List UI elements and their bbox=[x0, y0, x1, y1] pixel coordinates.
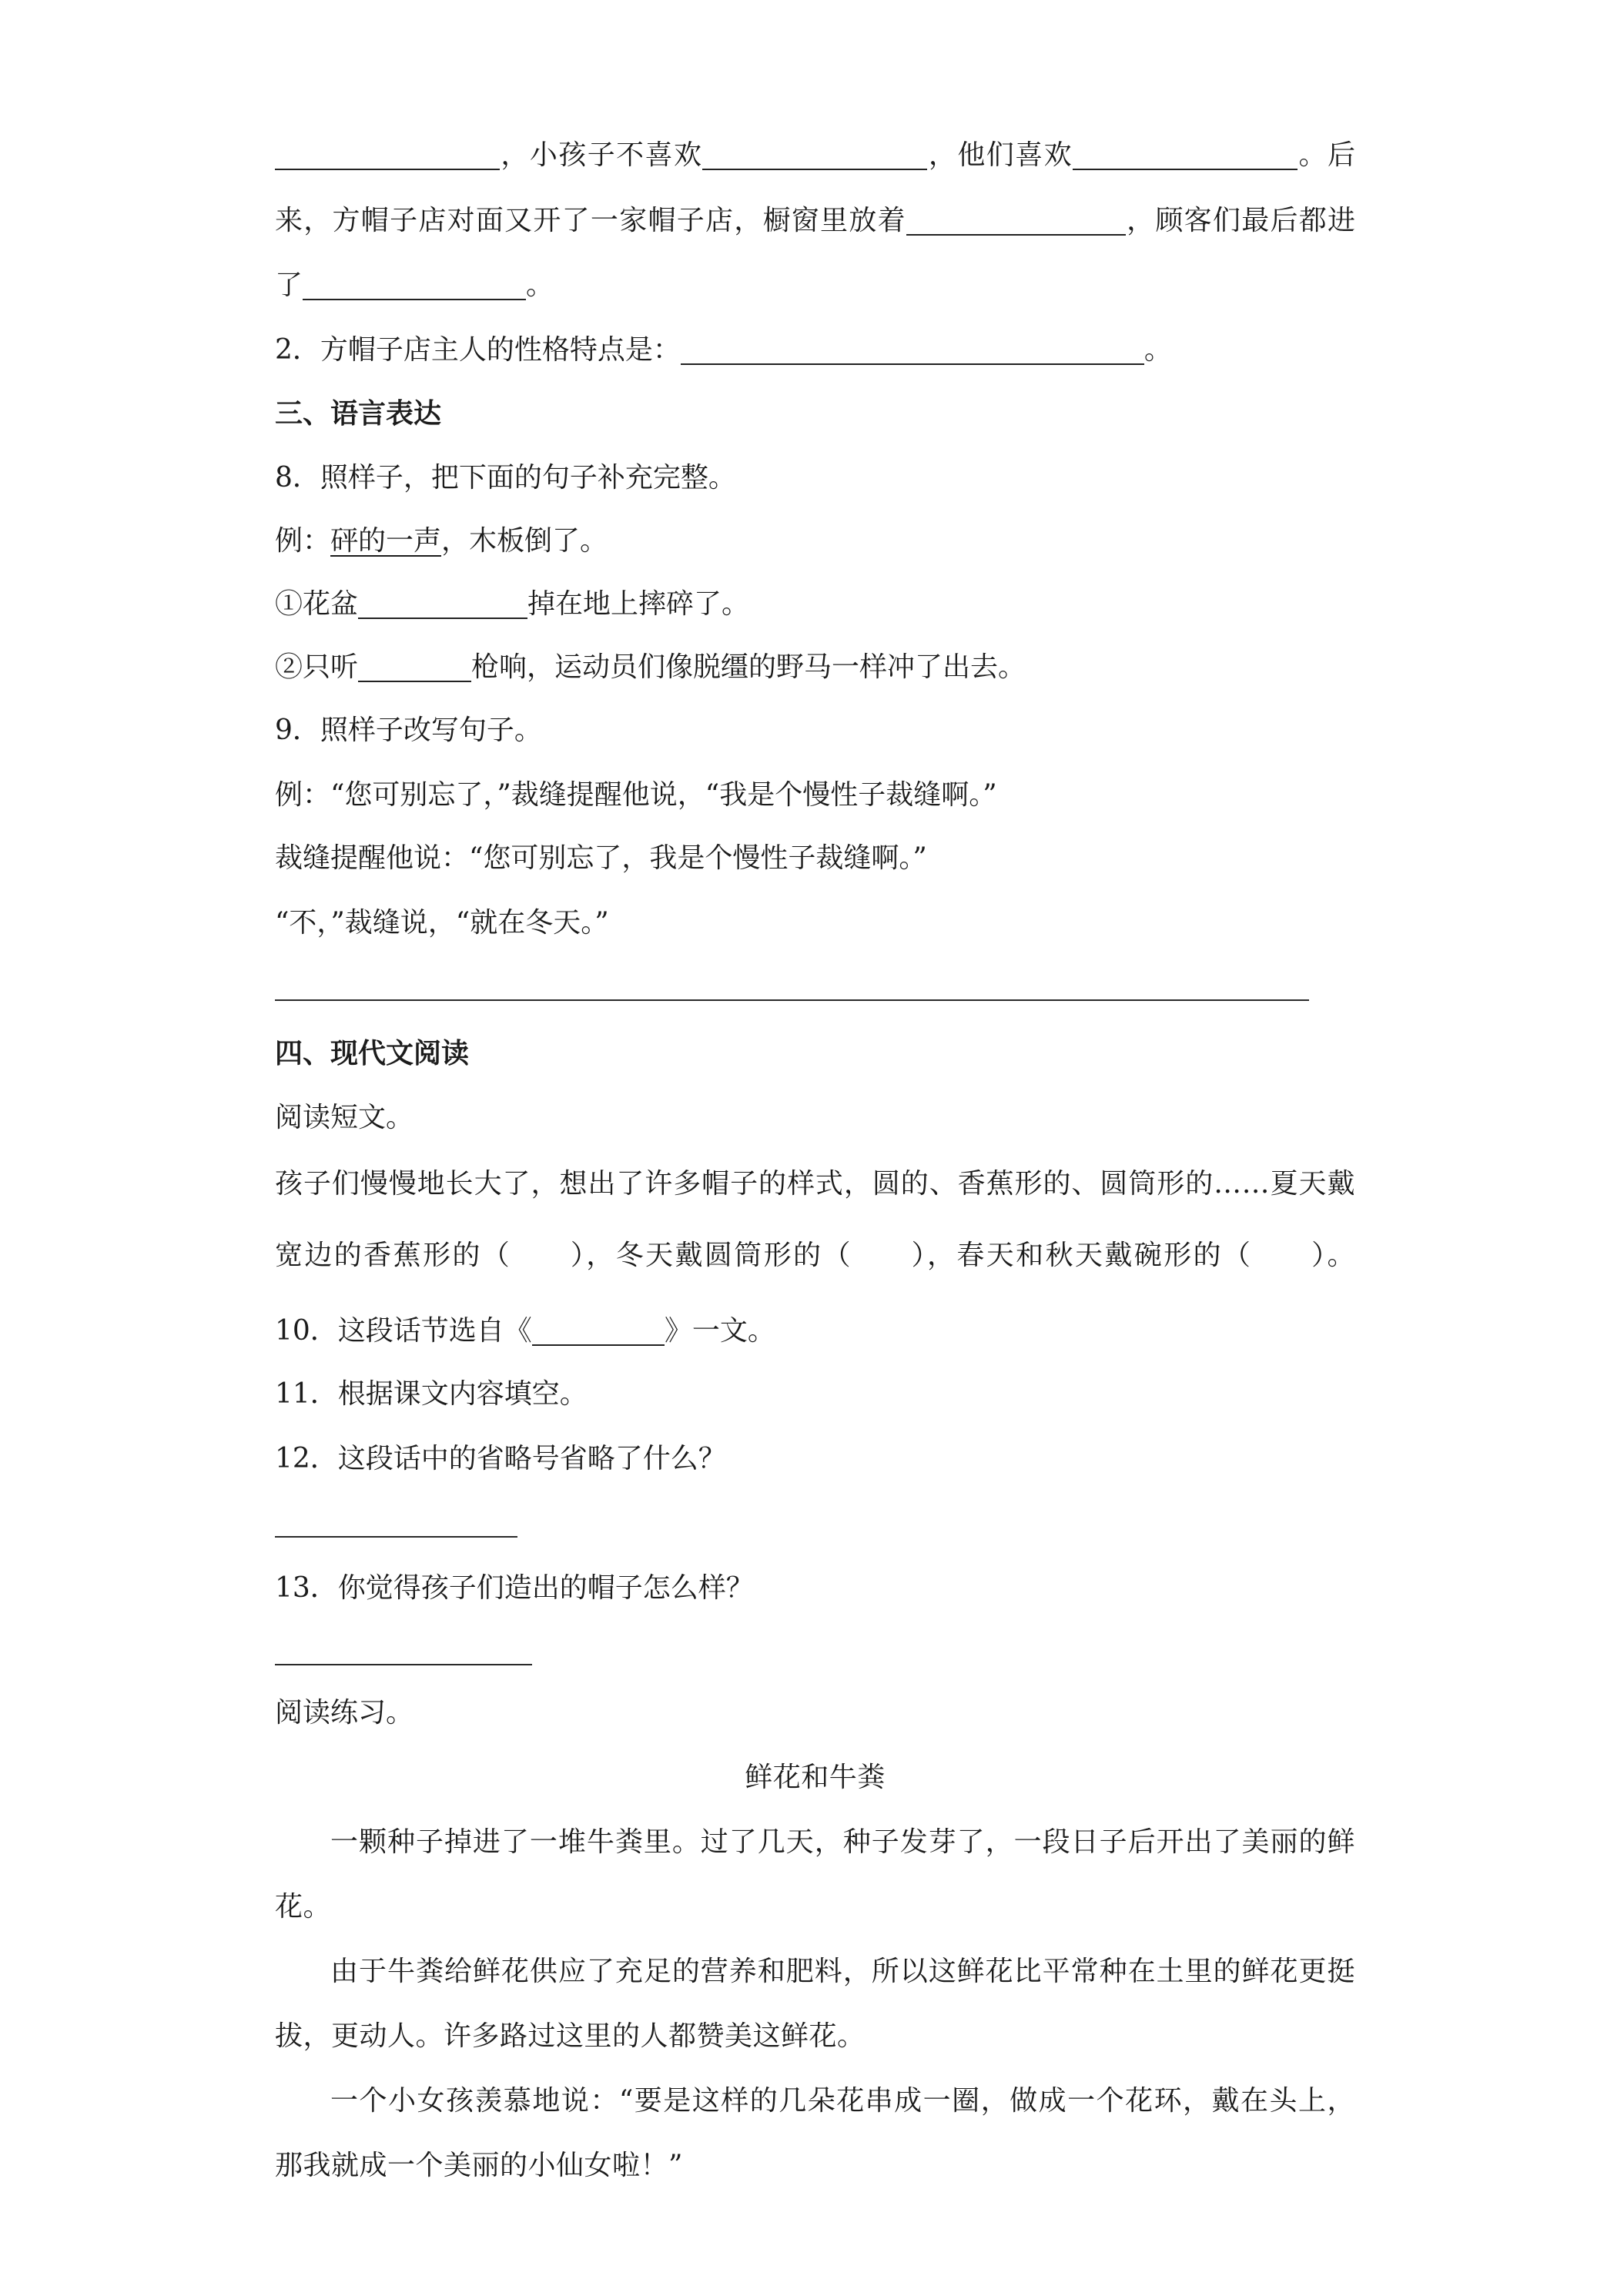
question-9-sentence: “不，”裁缝说，“就在冬天。” bbox=[275, 907, 609, 939]
question-12: 12．这段话中的省略号省略了什么？ bbox=[275, 1443, 726, 1474]
question-8-item-1 bbox=[275, 585, 1355, 624]
practice-line: 一个小女孩羡慕地说：“要是这样的几朵花串成一圈，做成一个花环，戴在头上， bbox=[330, 2085, 1355, 2117]
question-2 bbox=[275, 331, 1355, 370]
text-segment: ，他们喜欢 bbox=[927, 139, 1073, 171]
answer-line bbox=[275, 1536, 517, 1538]
text-segment: ①花盆 bbox=[275, 588, 359, 620]
text-segment: ，木板倒了。 bbox=[441, 525, 608, 557]
question-8-item-2 bbox=[275, 648, 1355, 687]
passage-line: 宽边的香蕉形的（ ），冬天戴圆筒形的（ ），春天和秋天戴碗形的（ ）。 bbox=[275, 1240, 1355, 1271]
answer-blank bbox=[303, 273, 526, 300]
fill-in-line-2 bbox=[275, 202, 1355, 240]
practice-line: 那我就成一个美丽的小仙女啦！” bbox=[275, 2150, 683, 2181]
answer-blank bbox=[358, 591, 527, 619]
answer-blank bbox=[532, 1318, 665, 1346]
practice-line: 一颗种子掉进了一堆牛粪里。过了几天，种子发芽了，一段日子后开出了美丽的鲜 bbox=[330, 1826, 1355, 1858]
answer-blank bbox=[681, 337, 1144, 365]
passage-line: 孩子们慢慢地长大了，想出了许多帽子的样式，圆的、香蕉形的、圆筒形的……夏天戴 bbox=[275, 1168, 1355, 1200]
answer-line bbox=[275, 999, 1309, 1001]
text-segment: 掉在地上摔碎了。 bbox=[527, 588, 750, 620]
text-segment: 了 bbox=[275, 269, 303, 301]
answer-blank bbox=[702, 142, 927, 170]
reading-instruction: 阅读短文。 bbox=[275, 1102, 414, 1133]
practice-line: 由于牛粪给鲜花供应了充足的营养和肥料，所以这鲜花比平常种在土里的鲜花更挺 bbox=[330, 1956, 1355, 1987]
practice-instruction: 阅读练习。 bbox=[275, 1697, 414, 1729]
text-segment: ，顾客们最后都进 bbox=[1125, 205, 1355, 236]
question-8-prompt: 8．照样子，把下面的句子补充完整。 bbox=[275, 462, 736, 494]
question-9-example-rewrite: 裁缝提醒他说：“您可别忘了，我是个慢性子裁缝啊。” bbox=[275, 842, 927, 874]
underlined-phrase: 砰的一声 bbox=[330, 525, 442, 557]
text-segment: ②只听 bbox=[275, 651, 359, 683]
fill-in-line-3 bbox=[275, 266, 1355, 305]
answer-blank bbox=[275, 142, 500, 170]
answer-line bbox=[275, 1664, 532, 1665]
text-segment: 。 bbox=[526, 269, 554, 301]
practice-title: 鲜花和牛粪 bbox=[745, 1762, 886, 1793]
text-segment: 》一文。 bbox=[664, 1315, 775, 1347]
answer-blank bbox=[1073, 142, 1298, 170]
section-heading: 三、语言表达 bbox=[275, 397, 442, 430]
answer-blank bbox=[358, 654, 471, 682]
question-text: 10．这段话节选自《 bbox=[275, 1315, 532, 1347]
question-9-example: 例：“您可别忘了，”裁缝提醒他说，“我是个慢性子裁缝啊。” bbox=[275, 779, 997, 811]
answer-blank bbox=[906, 208, 1126, 236]
text-segment: ，小孩子不喜欢 bbox=[500, 139, 703, 171]
question-11: 11．根据课文内容填空。 bbox=[275, 1378, 588, 1410]
section-heading: 四、现代文阅读 bbox=[275, 1037, 470, 1069]
question-8-example bbox=[275, 522, 1355, 561]
practice-line: 花。 bbox=[275, 1891, 332, 1923]
text-segment: 枪响，运动员们像脱缰的野马一样冲了出去。 bbox=[471, 651, 1026, 683]
text-segment: 。 bbox=[1143, 334, 1172, 366]
text-segment: 。后 bbox=[1298, 139, 1355, 171]
question-text: 2．方帽子店主人的性格特点是： bbox=[275, 334, 681, 366]
practice-line: 拔，更动人。许多路过这里的人都赞美这鲜花。 bbox=[275, 2020, 866, 2052]
text-segment: 来，方帽子店对面又开了一家帽子店，橱窗里放着 bbox=[275, 205, 906, 236]
example-label: 例： bbox=[275, 525, 331, 557]
question-13: 13．你觉得孩子们造出的帽子怎么样？ bbox=[275, 1572, 754, 1604]
fill-in-line-1 bbox=[275, 136, 1355, 175]
question-9-prompt: 9．照样子改写句子。 bbox=[275, 715, 542, 746]
question-10 bbox=[275, 1312, 1355, 1350]
